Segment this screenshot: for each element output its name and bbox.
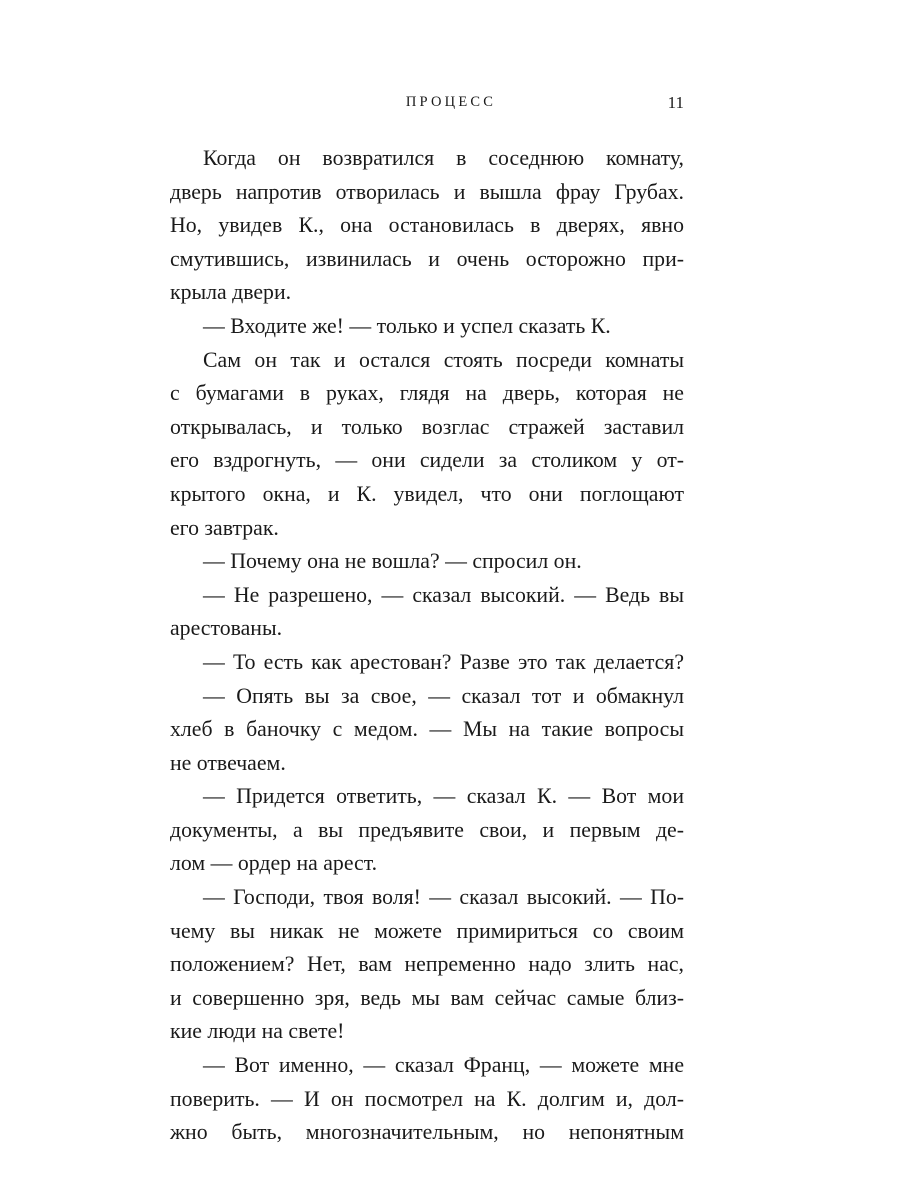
text-line: арестованы. <box>170 616 283 641</box>
text-line: хлеб в баночку с медом. — Мы на такие вопросы <box>170 717 684 742</box>
text-line: Когда он возвратился в соседнюю комнату, <box>203 146 684 170</box>
text-line: — Входите же! — только и успел сказать К. <box>203 313 611 338</box>
text-line: крыла двери. <box>170 280 292 305</box>
text-line: кие люди на свете! <box>170 1019 345 1044</box>
text-line: — Почему она не вошла? — спросил он. <box>203 549 582 574</box>
book-title: ПРОЦЕСС <box>405 94 497 110</box>
text-line: — Придется ответить, — сказал К. — Вот мои <box>203 784 684 809</box>
text-line: — Вот именно, — сказал Франц, — можете мне <box>203 1053 684 1078</box>
text-line: его завтрак. <box>170 515 279 540</box>
text-line: и совершенно зря, ведь мы вам сейчас самые близ- <box>170 985 684 1010</box>
text-line: дверь напротив отворилась и вышла фрау Грубах. <box>170 179 684 204</box>
text-line: — Не разрешено, — сказал высокий. — Ведь вы <box>203 582 684 607</box>
text-line: — То есть как арестован? Разве это так делается? <box>203 649 684 674</box>
text-line: — Господи, твоя воля! — сказал высокий. — По- <box>203 885 684 910</box>
text-line: смутившись, извинилась и очень осторожно при- <box>170 246 684 271</box>
text-line: крытого окна, и К. увидел, что они поглощают <box>170 481 684 506</box>
text-line: чему вы никак не можете примириться со своим <box>170 918 684 943</box>
text-line: его вздрогнуть, — они сидели за столиком у от- <box>170 448 684 473</box>
text-line: документы, а вы предъявите свои, и первым де- <box>170 817 684 842</box>
text-line: положением? Нет, вам непременно надо злить нас, <box>170 952 684 977</box>
body-text <box>170 142 684 1150</box>
page-number: 11 <box>667 93 684 112</box>
text-line: открывалась, и только возглас стражей заставил <box>170 414 684 439</box>
text-line: не отвечаем. <box>170 750 286 775</box>
text-line: Но, увидев К., она остановилась в дверях, явно <box>170 213 684 238</box>
text-line: — Опять вы за свое, — сказал тот и обмакнул <box>203 683 684 708</box>
text-line: с бумагами в руках, глядя на дверь, которая не <box>170 381 684 406</box>
text-line: лом — ордер на арест. <box>170 851 378 876</box>
text-line: поверить. — И он посмотрел на К. долгим и, дол- <box>170 1086 684 1111</box>
text-line: Сам он так и остался стоять посреди комнаты <box>203 347 684 372</box>
running-header <box>218 94 684 114</box>
text-line: жно быть, многозначительным, но непонятным <box>170 1120 684 1145</box>
